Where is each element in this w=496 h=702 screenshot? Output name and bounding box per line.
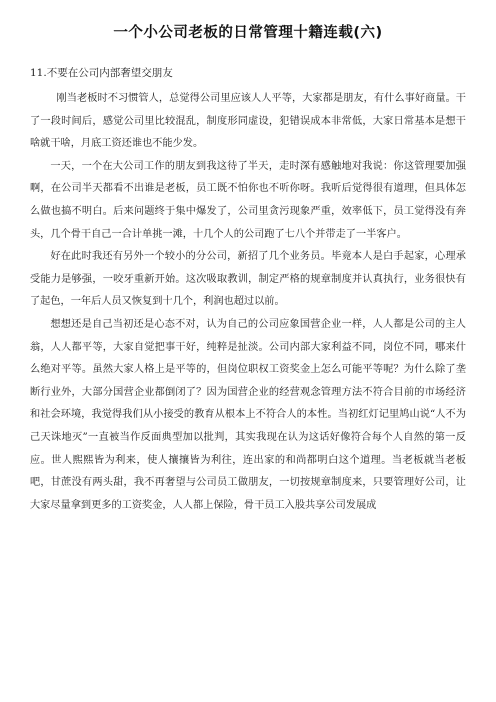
section-heading: 11.不要在公司内部奢望交朋友 [30, 67, 173, 79]
paragraph-1: 刚当老板时不习惯管人，总觉得公司里应该人人平等，大家都是朋友，有什么事好商量。干了一段时间后，感觉公司里比较混乱，制度形同虚设，犯错误成本非常低，大家日常基本是想干啥就干啥，月底工资还谁也不能少发。 [30, 93, 466, 150]
document-title: 一个小公司老板的日常管理十籍连载(六) [113, 25, 383, 41]
document-body [30, 88, 466, 517]
paragraph-2: 一天，一个在大公司工作的朋友到我这待了半天，走时深有感触地对我说：你这管理要加强啊，在公司半天都看不出谁是老板，员工既不怕你也不听你呀。我听后觉得很有道理，但具体怎么做也搞不明白。后来问题终于集中爆发了，公司里贪污现象严重，效率低下，员工觉得没有奔头，几个骨干自己一合计单挑一滩，十几个人的公司跑了七八个并带走了一半客户。 [30, 160, 466, 240]
paragraph-4: 想想还是自己当初还是心态不对，认为自己的公司应象国营企业一样，人人都是公司的主人翁，人人都平等，大家自觉把事干好，纯粹是扯淡。公司内部大家利益不同，岗位不同，哪来什么绝对平等。虽然大家人格上是平等的，但岗位职权工资奖金上怎么可能平等呢？为什么除了垄断行业外，大部分国营企业都倒闭了？因为国营企业的经营观念管理方法不符合目前的市场经济和社会环境，我觉得我们从小接受的教育从根本上不符合人的本性。当初红灯记里鸠山说“人不为己天诛地灭”一直被当作反面典型加以批判，其实我现在认为这话好像符合每个人自然的第一反应。世人熙熙皆为利来，使人攘攘皆为利往，连出家的和尚都明白这个道理。当老板就当老板吧，甘蔗没有两头甜，我不再奢望与公司员工做朋友，一切按规章制度来，只要管理好公司，让大家尽量拿到更多的工资奖金，人人都上保险，骨干员工入股共享公司发展成 [30, 318, 466, 511]
paragraph-3: 好在此时我还有另外一个较小的分公司，新招了几个业务员。毕竟本人是白手起家，心理承受能力是够强，一咬牙重新开始。这次吸取教训，制定严格的规章制度并认真执行，业务很快有了起色，一年后人员又恢复到十几个，利润也超过以前。 [30, 251, 466, 308]
